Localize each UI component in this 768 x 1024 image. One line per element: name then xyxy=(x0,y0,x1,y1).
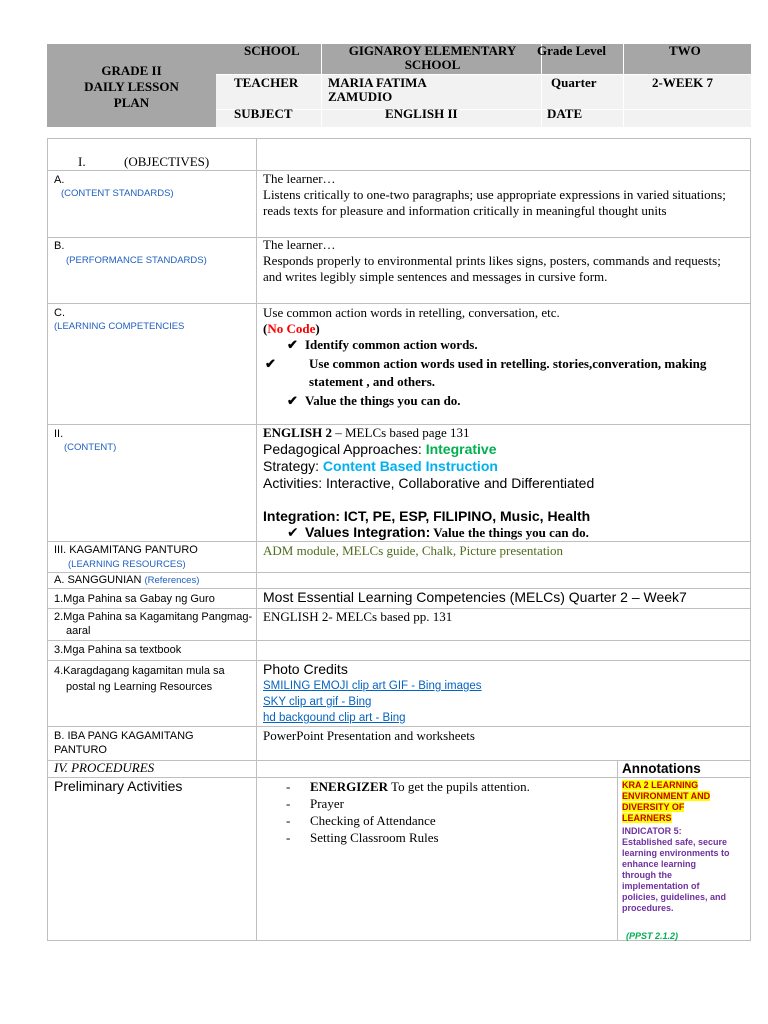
photo-credit-link-smiling-emoji[interactable]: SMILING EMOJI clip art GIF - Bing images xyxy=(263,680,482,692)
references-label: A. SANGGUNIAN (References) xyxy=(54,574,200,586)
performance-standards-text: Responds properly to environmental prints likes signs, posters, commands and requests; and writes legibly simple sentences and messages in cursive form. xyxy=(263,253,721,284)
additional-materials-label: 4.Karagdagang kagamitan mula sa postal ng Learning Resources xyxy=(54,665,225,693)
content-standards-label: (CONTENT STANDARDS) xyxy=(61,188,174,199)
textbook-label: 3.Mga Pahina sa textbook xyxy=(54,644,182,656)
quarter-label: Quarter xyxy=(551,75,597,90)
school-label: SCHOOL xyxy=(244,43,300,58)
learner-material-label: 2.Mga Pahina sa Kagamitang Pangmag-aaral xyxy=(54,611,253,637)
content-standards-text: Listens critically to one-two paragraphs; use appropriate expressions in varied situations; reads texts for pleasure and information critically in meaningful thought units xyxy=(263,187,726,218)
teacher-guide-value: Most Essential Learning Competencies (MELCs) Quarter 2 – Week7 xyxy=(263,589,687,605)
content-english: ENGLISH 2 – MELCs based page 131 xyxy=(263,425,470,440)
competency-check-3: ✔ Value the things you can do. xyxy=(287,393,461,408)
date-label: DATE xyxy=(547,106,583,121)
photo-credit-link-background[interactable]: hd backgound clip art - Bing xyxy=(263,712,406,724)
teacher-value: MARIA FATIMA ZAMUDIO xyxy=(328,75,427,104)
school-value: GIGNAROY ELEMENTARY SCHOOL xyxy=(348,43,517,72)
learning-resources-sub: (LEARNING RESOURCES) xyxy=(68,559,186,570)
learning-resources-value: ADM module, MELCs guide, Chalk, Picture presentation xyxy=(263,543,564,558)
competency-check-1: ✔ Identify common action words. xyxy=(287,337,478,352)
grade-level-label: Grade Level xyxy=(537,43,606,58)
lesson-plan-title: GRADE II DAILY LESSON PLAN xyxy=(84,63,179,110)
lesson-plan-header xyxy=(47,44,751,127)
indicator-annotation: INDICATOR 5: Established safe, secure learning environments to enhance learning through the implementation of policies, guidelines, and procedures. xyxy=(622,826,730,913)
content-standards-intro: The learner… xyxy=(263,171,336,186)
header-title-cell xyxy=(47,44,216,127)
check-icon: ✔ xyxy=(287,525,299,541)
annotations-heading: Annotations xyxy=(622,761,701,776)
integration: Integration: ICT, PE, ESP, FILIPINO, Music, Health xyxy=(263,508,591,524)
photo-credit-link-sky[interactable]: SKY clip art gif - Bing xyxy=(263,696,372,708)
no-code-line: (No Code) xyxy=(263,321,320,336)
subject-label: SUBJECT xyxy=(234,106,293,121)
teacher-label: TEACHER xyxy=(234,75,299,90)
procedure-item: - Setting Classroom Rules xyxy=(286,830,439,845)
competency-check-2: ✔ Use common action words used in retelling. stories,converation, making statement , and others. xyxy=(265,356,707,389)
pedagogical-approaches: Pedagogical Approaches: Integrative xyxy=(263,441,497,457)
procedure-item: - Prayer xyxy=(286,796,344,811)
learning-competencies-label: (LEARNING COMPETENCIES xyxy=(54,321,185,332)
teacher-guide-label: 1.Mga Pahina sa Gabay ng Guro xyxy=(54,593,215,605)
preliminary-activities-label: Preliminary Activities xyxy=(54,778,183,794)
values-integration: ✔ Values Integration: Value the things you can do. xyxy=(287,524,589,541)
subject-value: ENGLISH II xyxy=(385,106,458,121)
grade-level-value: TWO xyxy=(669,43,701,58)
strategy: Strategy: Content Based Instruction xyxy=(263,458,498,474)
energizer-item: - ENERGIZER To get the pupils attention. xyxy=(286,779,530,794)
activities: Activities: Interactive, Collaborative and Differentiated xyxy=(263,475,595,491)
performance-standards-intro: The learner… xyxy=(263,237,336,252)
ppst-annotation: (PPST 2.1.2) xyxy=(626,931,679,941)
no-code-text: No Code xyxy=(267,321,316,336)
performance-standards-letter: B. xyxy=(54,240,65,252)
learning-competencies-text: Use common action words in retelling, conversation, etc. xyxy=(263,305,560,320)
photo-credits-title: Photo Credits xyxy=(263,661,348,677)
learning-resources-label: III. KAGAMITANG PANTURO xyxy=(54,544,198,556)
other-materials-label: B. IBA PANG KAGAMITANG PANTURO xyxy=(54,730,194,756)
performance-standards-label: (PERFORMANCE STANDARDS) xyxy=(66,255,207,266)
header-row-subject xyxy=(216,106,751,127)
procedure-item: - Checking of Attendance xyxy=(286,813,436,828)
learner-material-value: ENGLISH 2- MELCs based pp. 131 xyxy=(263,609,453,624)
learning-competencies-letter: C. xyxy=(54,307,65,319)
kra-annotation: KRA 2 LEARNING ENVIRONMENT AND DIVERSITY OF LEARNERS xyxy=(622,780,711,823)
content-standards-letter: A. xyxy=(54,174,65,186)
quarter-value: 2-WEEK 7 xyxy=(652,75,714,90)
content-letter: II. xyxy=(54,428,64,440)
objectives-heading: (OBJECTIVES) xyxy=(124,154,210,169)
other-materials-value: PowerPoint Presentation and worksheets xyxy=(263,728,475,743)
check-icon: ✔ xyxy=(265,356,276,371)
procedures-heading: IV. PROCEDURES xyxy=(54,760,155,775)
content-label: (CONTENT) xyxy=(64,442,117,453)
objectives-roman: I. xyxy=(78,154,86,169)
check-icon: ✔ xyxy=(287,337,298,352)
check-icon: ✔ xyxy=(287,393,298,408)
